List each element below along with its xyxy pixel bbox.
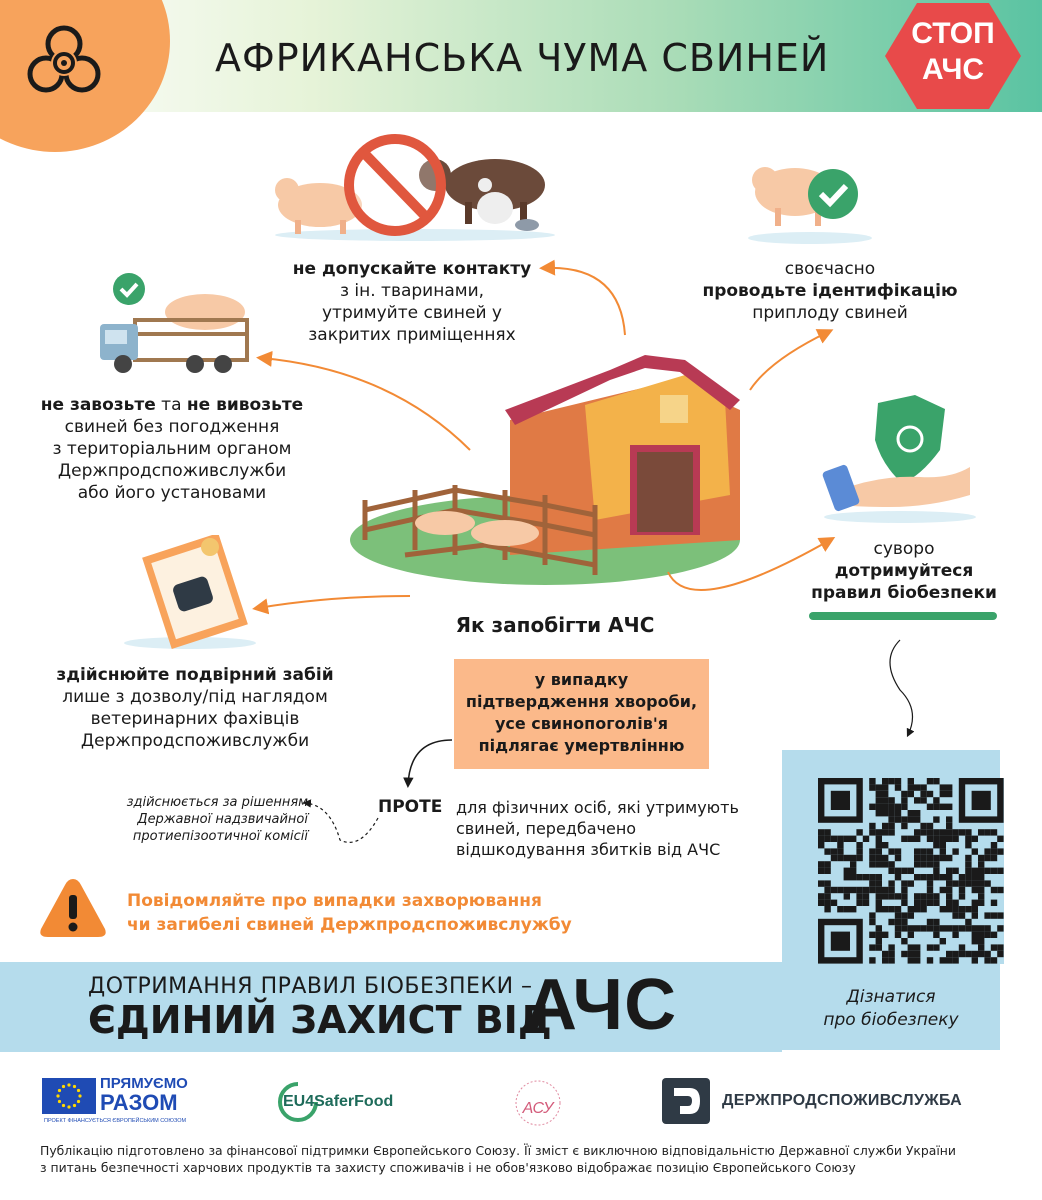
tip-biosec-bold2: правил біобезпеки (811, 583, 997, 603)
pryamuyemo-logo-line2: РАЗОМ (100, 1090, 178, 1115)
eu-flag-icon (42, 1078, 96, 1114)
tip-biosec-bold1: дотримуйтеся (834, 561, 974, 581)
disclaimer-footer (40, 1142, 1030, 1176)
pryamuyemo-logo-small: ПРОЕКТ ФІНАНСУЄТЬСЯ ЄВРОПЕЙСЬКИМ СОЮЗОМ (44, 1118, 187, 1124)
case-line1: у випадку (534, 670, 629, 689)
note-line3: протиепізоотичної комісії (132, 829, 308, 844)
biosecurity-underline (809, 612, 997, 620)
eu4saferfood-logo: EU4SaferFood (283, 1093, 394, 1110)
dps-logo-icon (662, 1078, 710, 1124)
prote-line2: свиней, передбачено (456, 819, 637, 838)
warning-line2: чи загибелі свиней Держпродспоживслужбу (127, 915, 572, 935)
tip-transport-bold2: не вивозьте (186, 395, 304, 415)
tip-transport (22, 394, 322, 504)
page-title: АФРИКАНСЬКА ЧУМА СВИНЕЙ (215, 36, 830, 80)
prote-label: ПРОТЕ (378, 797, 443, 817)
tip-ident-line1: своєчасно (784, 259, 876, 279)
tip-transport-line2: свиней без погодження (64, 417, 280, 437)
tip-no-contact (262, 258, 562, 346)
qr-code[interactable] (818, 778, 1004, 964)
qr-caption-line1: Дізнатися (846, 987, 936, 1007)
slogan-line1: ДОТРИМАННЯ ПРАВИЛ БІОБЕЗПЕКИ – (88, 974, 533, 999)
slogan-line2: ЄДИНИЙ ЗАХИСТ ВІД (88, 998, 552, 1042)
warning-icon (38, 875, 108, 941)
tip-transport-bold1: не завозьте (40, 395, 156, 415)
tip-ident-line3: приплоду свиней (752, 303, 908, 323)
tip-slaughter-line2: лише з дозволу/під наглядом (62, 687, 328, 707)
tip-biosecurity (790, 538, 1018, 604)
report-warning-text (127, 889, 607, 937)
tip-no-contact-line3: утримуйте свиней у (321, 303, 502, 323)
tip-slaughter-line4: Держпродспоживслужби (80, 731, 310, 751)
tip-no-contact-bold: не допускайте контакту (292, 259, 532, 279)
center-label: Як запобігти АЧС (455, 613, 655, 637)
case-line3: усе свинопоголів'я (494, 714, 669, 733)
stop-line-1: СТОП (911, 17, 995, 50)
prote-line1: для фізичних осіб, які утримують (456, 798, 739, 817)
qr-caption-line2: про біобезпеку (823, 1010, 959, 1030)
tip-biosec-line1: суворо (873, 539, 935, 559)
tip-slaughter (35, 664, 355, 752)
footer-line2: з питань безпечності харчових продуктів та захисту споживачів і не обов'язково відображає позицію Європейського Союзу (40, 1160, 856, 1175)
tip-slaughter-bold: здійснюйте подвірний забій (56, 665, 334, 685)
note-line1: здійснюється за рішенням (126, 795, 308, 810)
slogan-asf: АЧС (525, 965, 678, 1045)
asu-logo: АСУ (522, 1100, 554, 1117)
dps-logo: ДЕРЖПРОДСПОЖИВСЛУЖБА (722, 1092, 963, 1109)
note-line2: Державної надзвичайної (137, 812, 308, 827)
case-line4: підлягає умертвлінню (478, 736, 685, 755)
tip-transport-line3: з територіальним органом (52, 439, 292, 459)
pryamuyemo-logo-line1: ПРЯМУЄМО (100, 1075, 188, 1092)
tip-slaughter-line3: ветеринарних фахівців (90, 709, 300, 729)
case-confirmed-box (454, 659, 709, 769)
tip-transport-line4: Держпродспоживслужби (57, 461, 287, 481)
tip-no-contact-line4: закритих приміщеннях (308, 325, 516, 345)
prote-line3: відшкодування збитків від АЧС (456, 840, 721, 859)
tip-transport-mid: та (155, 395, 187, 415)
case-line2: підтвердження хвороби, (465, 692, 698, 711)
qr-caption (782, 986, 1000, 1032)
commission-note (88, 794, 308, 845)
prote-text (456, 797, 766, 860)
tip-no-contact-line2: з ін. тваринами, (339, 281, 485, 301)
tip-transport-line5: або його установами (77, 483, 267, 503)
stop-line-2: АЧС (921, 53, 985, 86)
warning-line1: Повідомляйте про випадки захворювання (127, 891, 542, 911)
tip-ident-bold: проводьте ідентифікацію (702, 281, 958, 301)
tip-identification (690, 258, 970, 324)
footer-line1: Публікацію підготовлено за фінансової підтримки Європейського Союзу. Її зміст є виключною відповідальністю Державної служби України (40, 1143, 956, 1158)
